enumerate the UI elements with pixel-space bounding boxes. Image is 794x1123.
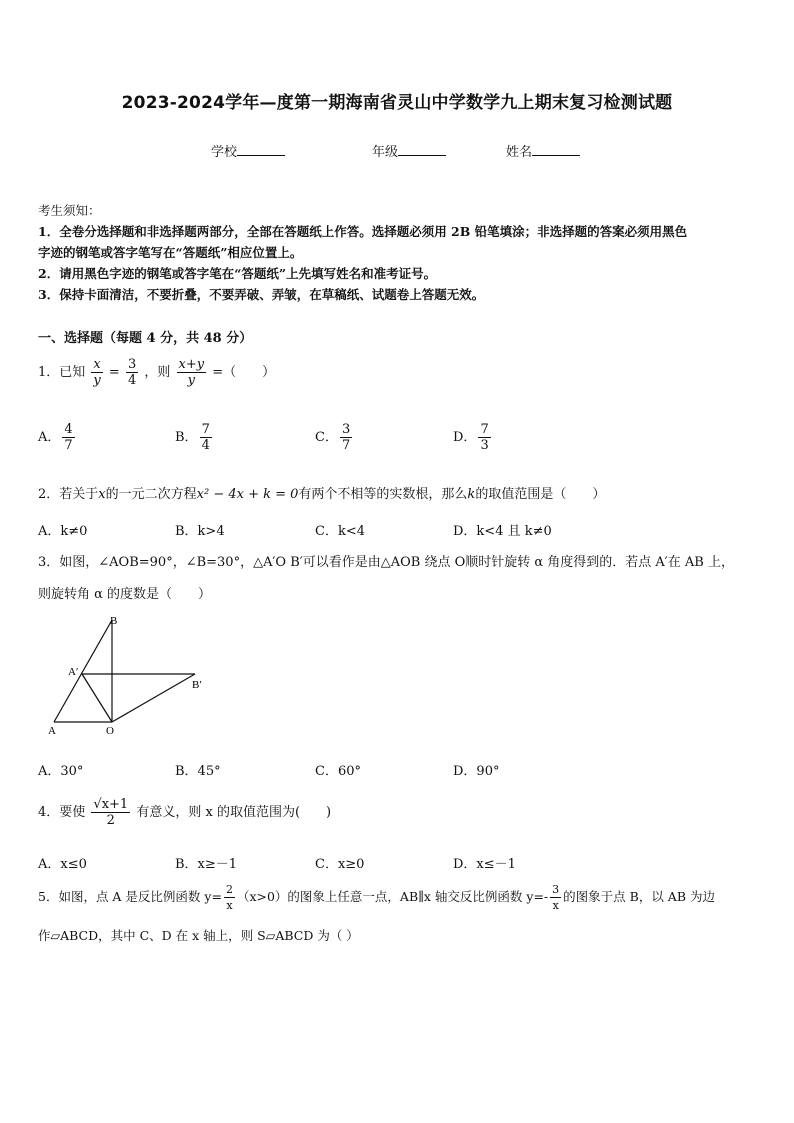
notice-line3: 3．保持卡面清洁，不要折叠，不要弄破、弄皱，在草稿纸、试题卷上答题无效。 xyxy=(38,287,485,302)
q3-option-a: A．30° xyxy=(38,764,84,779)
q1-option-b: B． $\frac{7}{4}$ xyxy=(175,422,210,453)
notice-line1a: 1．全卷分选择题和非选择题两部分，全部在答题纸上作答。选择题必须用 2B 铅笔填涂；非选择题的答案必须用黑色 xyxy=(38,224,688,239)
label-b-prime: B′ xyxy=(192,679,202,691)
q1-fraction-xy: $\frac{x}{y}$ xyxy=(93,357,101,388)
name-label: 姓名 xyxy=(506,145,533,160)
question-3-line2: 则旋转角 α 的度数是（ ） xyxy=(38,587,212,602)
question-1: 1．已知 $\frac{x}{y}$ = $\frac{3}{4}$ ，则 $\frac{x+y}{y}$ =（ ） xyxy=(38,357,276,388)
q1-fraction-34: $\frac{3}{4}$ xyxy=(127,357,137,388)
notice-line2: 2．请用黑色字迹的钢笔或答字笔在“答题纸”上先填写姓名和准考证号。 xyxy=(38,266,437,281)
grade-label: 年级 xyxy=(372,145,399,160)
q2-option-d: D．k<4 且 k≠0 xyxy=(453,524,552,539)
q3-option-b: B．45° xyxy=(175,764,221,779)
rotation-figure xyxy=(40,610,220,740)
question-3-line1: 3．如图，∠AOB=90°，∠B=30°，△A′O B′可以看作是由△AOB 绕点 O顺时针旋转 α 角度得到的．若点 A′在 AB 上， xyxy=(38,555,734,570)
label-a-prime: A′ xyxy=(68,666,79,678)
question-5-line1: 5．如图，点 A 是反比例函数 y= $\frac{2}{x}$ （x>0）的图象上任意一点，AB∥x 轴交反比例函数 y=- $\frac{3}{x}$ 的图象于点 B，以 AB 为边 xyxy=(38,883,715,912)
label-a: A xyxy=(48,725,56,737)
question-4: 4．要使 $\frac{√x+1}{2}$ 有意义，则 x 的取值范围为( ) xyxy=(38,797,332,828)
label-b: B xyxy=(110,615,118,627)
grade-blank xyxy=(398,143,446,156)
segment-a1o xyxy=(82,674,112,722)
label-o: O xyxy=(106,725,114,737)
q2-option-a: A．k≠0 xyxy=(38,524,88,539)
school-field xyxy=(211,141,285,160)
q4-option-a: A．x≤0 xyxy=(38,857,87,872)
school-label: 学校 xyxy=(211,145,238,160)
page-title: 2023-2024学年—度第一期海南省灵山中学数学九上期末复习检测试题 xyxy=(121,93,673,113)
q1-option-d: D． $\frac{7}{3}$ xyxy=(453,422,489,453)
q3-option-c: C．60° xyxy=(315,764,361,779)
question-2: 2．若关于x的一元二次方程x² − 4x + k = 0有两个不相等的实数根，那么k的取值范围是（ ） xyxy=(38,487,606,502)
notice-heading: 考生须知： xyxy=(38,203,101,218)
q2-option-c: C．k<4 xyxy=(315,524,365,539)
school-blank xyxy=(237,143,285,156)
q2-option-b: B．k>4 xyxy=(175,524,225,539)
q1-option-c: C． $\frac{3}{7}$ xyxy=(315,422,351,453)
q1-fraction-sum: $\frac{x+y}{y}$ xyxy=(178,357,205,388)
q1-prefix: 1．已知 xyxy=(38,365,86,380)
q4-option-c: C．x≥0 xyxy=(315,857,365,872)
q4-option-b: B．x≥－1 xyxy=(175,857,238,872)
name-field xyxy=(506,141,580,160)
grade-field xyxy=(372,141,446,160)
q1-option-a: A． $\frac{4}{7}$ xyxy=(38,422,73,453)
q4-option-d: D．x≤－1 xyxy=(453,857,516,872)
q4-fraction: $\frac{√x+1}{2}$ xyxy=(93,797,129,828)
q3-option-d: D．90° xyxy=(453,764,500,779)
notice-line1b: 字迹的钢笔或答字笔写在“答题纸”相应位置上。 xyxy=(38,245,303,260)
section-heading: 一、选择题（每题 4 分，共 48 分） xyxy=(38,331,253,346)
question-5-line2: 作▱ABCD，其中 C、D 在 x 轴上，则 S▱ABCD 为（ ） xyxy=(38,928,359,943)
name-blank xyxy=(532,143,580,156)
segment-ab xyxy=(54,620,112,722)
segment-ob1 xyxy=(112,674,195,722)
